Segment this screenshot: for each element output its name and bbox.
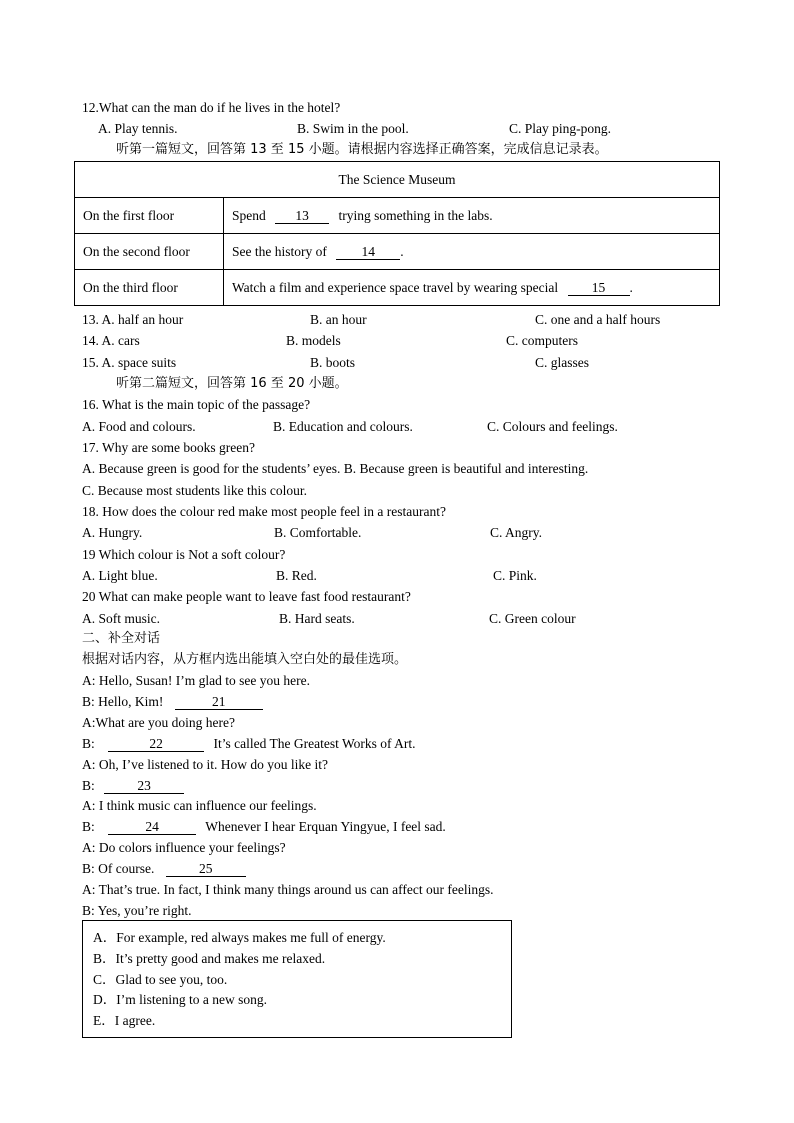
q13-option-c: C. one and a half hours <box>535 312 661 327</box>
q20-option-b: B. Hard seats. <box>279 611 355 626</box>
blank-22[interactable]: 22 <box>108 736 204 752</box>
dialog-line: B: Yes, you’re right. <box>82 903 192 918</box>
option-e: E．I agree. <box>93 1013 156 1028</box>
option-a: A．For example, red always makes me full of energy. <box>93 930 386 945</box>
dialog-text: B: <box>82 736 95 751</box>
dialog-text: B: <box>82 819 95 834</box>
q20-stem: 20 What can make people want to leave fast food restaurant? <box>82 589 411 604</box>
q18-option-a: A. Hungry. <box>82 525 143 540</box>
floor-activity <box>224 234 720 270</box>
option-c: C．Glad to see you, too. <box>93 972 228 987</box>
q16-option-a: A. Food and colours. <box>82 419 196 434</box>
table-row <box>75 198 720 234</box>
dialog-line <box>82 735 416 753</box>
q17-stem: 17. Why are some books green? <box>82 440 255 455</box>
activity-text: Watch a film and experience space travel by wearing special <box>232 279 559 295</box>
dialog-text: B: Of course. <box>82 861 155 876</box>
blank-13[interactable]: 13 <box>275 208 329 224</box>
dialog-text: It’s called The Greatest Works of Art. <box>213 736 416 751</box>
q19-option-a: A. Light blue. <box>82 568 158 583</box>
q14-option-c: C. computers <box>506 333 578 348</box>
q16-stem: 16. What is the main topic of the passage? <box>82 397 311 412</box>
dialog-line <box>82 818 446 836</box>
q18-stem: 18. How does the colour red make most people feel in a restaurant? <box>82 504 446 519</box>
q14-option-b: B. models <box>286 333 341 348</box>
dialog-line <box>82 860 246 878</box>
blank-24[interactable]: 24 <box>108 819 196 835</box>
science-museum-table <box>74 161 720 306</box>
blank-14[interactable]: 14 <box>336 244 400 260</box>
table-row <box>75 234 720 270</box>
activity-text: . <box>400 243 404 259</box>
dialog-line: A: Do colors influence your feelings? <box>82 840 286 855</box>
q19-stem: 19 Which colour is Not a soft colour? <box>82 547 286 562</box>
q12-option-b: B. Swim in the pool. <box>297 121 409 136</box>
q19-option-c: C. Pink. <box>493 568 537 583</box>
dialog-line: A: That’s true. In fact, I think many things around us can affect our feelings. <box>82 882 494 897</box>
floor-label: On the third floor <box>75 270 224 306</box>
floor-activity <box>224 270 720 306</box>
dialog-line: A: Oh, I’ve listened to it. How do you like it? <box>82 757 328 772</box>
blank-15[interactable]: 15 <box>568 280 630 296</box>
q18-option-c: C. Angry. <box>490 525 543 540</box>
listening-intro-1: 听第一篇短文，回答第 13 至 15 小题。请根据内容选择正确答案，完成信息记录表。 <box>116 142 608 157</box>
q13-option-b: B. an hour <box>310 312 367 327</box>
activity-text: trying something in the labs. <box>338 207 493 223</box>
activity-text: See the history of <box>232 243 327 259</box>
q17-option-c: C. Because most students like this colour. <box>82 483 307 498</box>
dialog-text: B: Hello, Kim! <box>82 694 164 709</box>
dialog-line: A: I think music can influence our feelings. <box>82 798 317 813</box>
floor-label: On the first floor <box>75 198 224 234</box>
blank-21[interactable]: 21 <box>175 694 263 710</box>
section-heading: 二、补全对话 <box>82 631 161 646</box>
option-d: D．I’m listening to a new song. <box>93 992 267 1007</box>
activity-text: . <box>629 279 633 295</box>
dialog-text: Whenever I hear Erquan Yingyue, I feel sad. <box>205 819 446 834</box>
dialog-line <box>82 693 263 711</box>
q12-option-c: C. Play ping-pong. <box>509 121 612 136</box>
dialog-line <box>82 777 184 795</box>
q14-option-a: 14. A. cars <box>82 333 140 348</box>
floor-activity <box>224 198 720 234</box>
option-b: B．It’s pretty good and makes me relaxed. <box>93 951 326 966</box>
q16-option-b: B. Education and colours. <box>273 419 413 434</box>
blank-23[interactable]: 23 <box>104 778 184 794</box>
q15-option-b: B. boots <box>310 355 356 370</box>
floor-label: On the second floor <box>75 234 224 270</box>
table-row <box>75 270 720 306</box>
q13-option-a: 13. A. half an hour <box>82 312 184 327</box>
dialog-line: A:What are you doing here? <box>82 715 235 730</box>
q15-option-a: 15. A. space suits <box>82 355 177 370</box>
q15-option-c: C. glasses <box>535 355 589 370</box>
dialog-line: A: Hello, Susan! I’m glad to see you here. <box>82 673 310 688</box>
section-instruction: 根据对话内容，从方框内选出能填入空白处的最佳选项。 <box>82 652 408 667</box>
q20-option-a: A. Soft music. <box>82 611 161 626</box>
q20-option-c: C. Green colour <box>489 611 576 626</box>
table-title: The Science Museum <box>75 162 720 198</box>
q12-option-a: A. Play tennis. <box>98 121 178 136</box>
q19-option-b: B. Red. <box>276 568 317 583</box>
q16-option-c: C. Colours and feelings. <box>487 419 618 434</box>
q12-stem: 12.What can the man do if he lives in the hotel? <box>82 100 341 115</box>
activity-text: Spend <box>232 207 266 223</box>
blank-25[interactable]: 25 <box>166 861 246 877</box>
q17-options-ab: A. Because green is good for the students’ eyes. B. Because green is beautiful and interesting. <box>82 461 589 476</box>
options-box <box>82 920 512 1038</box>
dialog-text: B: <box>82 778 95 793</box>
listening-intro-2: 听第二篇短文，回答第 16 至 20 小题。 <box>116 376 348 391</box>
q18-option-b: B. Comfortable. <box>274 525 362 540</box>
